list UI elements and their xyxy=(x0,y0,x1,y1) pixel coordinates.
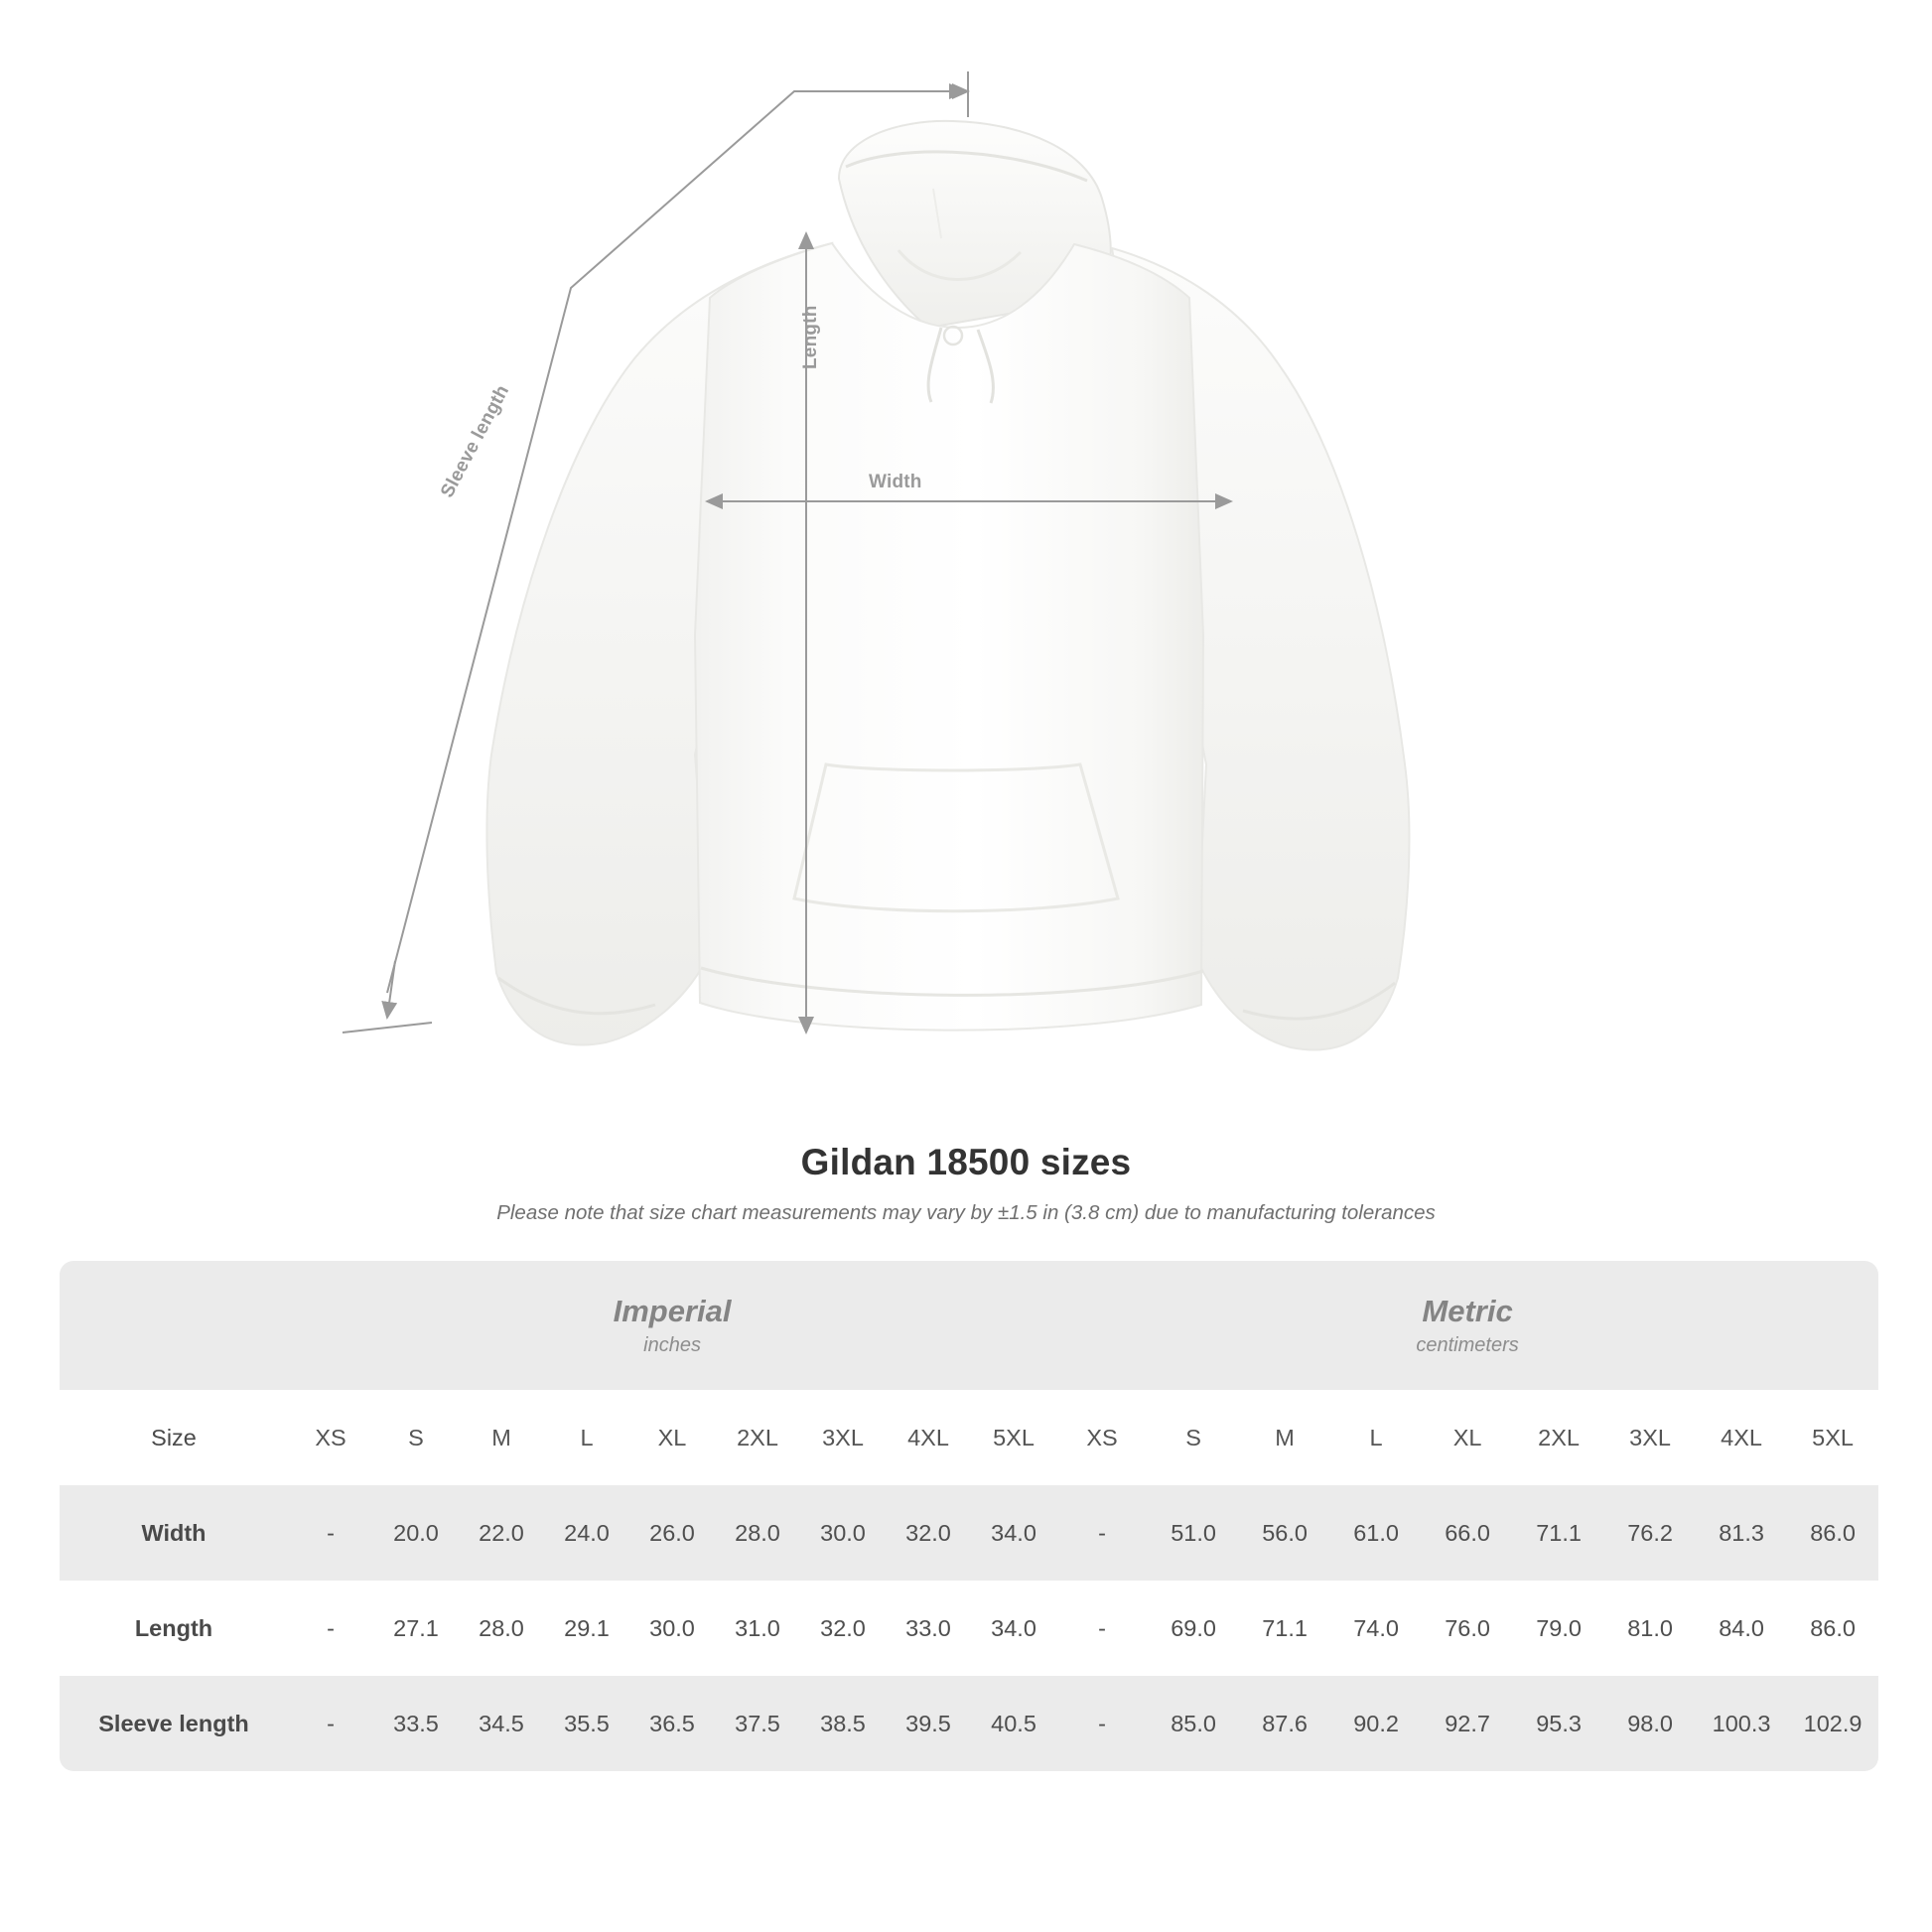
cell-sleeve-imperial-1: 33.5 xyxy=(373,1676,459,1771)
cell-length-imperial-0: - xyxy=(288,1581,373,1676)
cell-length-metric-4: 76.0 xyxy=(1422,1581,1513,1676)
cell-width-metric-8: 86.0 xyxy=(1787,1485,1878,1581)
cell-length-metric-7: 84.0 xyxy=(1696,1581,1787,1676)
header-size-metric-4: XL xyxy=(1422,1390,1513,1485)
header-size-metric-6: 3XL xyxy=(1604,1390,1696,1485)
cell-width-imperial-0: - xyxy=(288,1485,373,1581)
header-size-metric-7: 4XL xyxy=(1696,1390,1787,1485)
cell-width-metric-3: 61.0 xyxy=(1330,1485,1422,1581)
unit-cell-metric xyxy=(1056,1261,1878,1390)
unit-sub-imperial: inches xyxy=(643,1334,701,1357)
cell-width-imperial-3: 24.0 xyxy=(544,1485,629,1581)
cell-length-metric-3: 74.0 xyxy=(1330,1581,1422,1676)
cell-length-metric-8: 86.0 xyxy=(1787,1581,1878,1676)
header-size-imperial-4: XL xyxy=(629,1390,715,1485)
header-size-imperial-2: M xyxy=(459,1390,544,1485)
cell-sleeve-imperial-5: 37.5 xyxy=(715,1676,800,1771)
cell-length-metric-6: 81.0 xyxy=(1604,1581,1696,1676)
table-row xyxy=(60,1676,1878,1771)
cell-length-metric-2: 71.1 xyxy=(1239,1581,1330,1676)
width-label: Width xyxy=(869,472,922,492)
table-row xyxy=(60,1485,1878,1581)
cell-width-imperial-2: 22.0 xyxy=(459,1485,544,1581)
cell-sleeve-imperial-8: 40.5 xyxy=(971,1676,1056,1771)
hoodie-artwork xyxy=(486,121,1409,1050)
header-size-imperial-0: XS xyxy=(288,1390,373,1485)
cell-width-imperial-5: 28.0 xyxy=(715,1485,800,1581)
cell-width-metric-7: 81.3 xyxy=(1696,1485,1787,1581)
header-size-metric-1: S xyxy=(1148,1390,1239,1485)
unit-sub-metric: centimeters xyxy=(1416,1334,1519,1357)
row-label-width: Width xyxy=(60,1485,288,1581)
cell-length-imperial-5: 31.0 xyxy=(715,1581,800,1676)
tolerance-note: Please note that size chart measurements may vary by ±1.5 in (3.8 cm) due to manufacturing tolerances xyxy=(496,1201,1436,1224)
cell-width-metric-2: 56.0 xyxy=(1239,1485,1330,1581)
header-size-metric-0: XS xyxy=(1056,1390,1148,1485)
cell-length-imperial-1: 27.1 xyxy=(373,1581,459,1676)
cell-sleeve-imperial-6: 38.5 xyxy=(800,1676,886,1771)
header-size-metric-5: 2XL xyxy=(1513,1390,1604,1485)
row-label-sleeve-length: Sleeve length xyxy=(60,1676,288,1771)
page-title: Gildan 18500 sizes xyxy=(800,1142,1132,1182)
cell-width-metric-5: 71.1 xyxy=(1513,1485,1604,1581)
cell-sleeve-metric-6: 98.0 xyxy=(1604,1676,1696,1771)
cell-width-metric-1: 51.0 xyxy=(1148,1485,1239,1581)
cell-length-metric-1: 69.0 xyxy=(1148,1581,1239,1676)
cell-sleeve-metric-5: 95.3 xyxy=(1513,1676,1604,1771)
header-size-imperial-3: L xyxy=(544,1390,629,1485)
cell-sleeve-imperial-3: 35.5 xyxy=(544,1676,629,1771)
unit-header-row xyxy=(60,1261,1878,1390)
size-table-wrapper xyxy=(60,1261,1872,1771)
row-label-length: Length xyxy=(60,1581,288,1676)
cell-sleeve-imperial-2: 34.5 xyxy=(459,1676,544,1771)
cell-width-imperial-6: 30.0 xyxy=(800,1485,886,1581)
cell-length-imperial-3: 29.1 xyxy=(544,1581,629,1676)
header-size-metric-3: L xyxy=(1330,1390,1422,1485)
size-table xyxy=(60,1261,1878,1771)
cell-sleeve-metric-0: - xyxy=(1056,1676,1148,1771)
cell-length-imperial-7: 33.0 xyxy=(886,1581,971,1676)
unit-cell-imperial xyxy=(288,1261,1056,1390)
cell-length-imperial-8: 34.0 xyxy=(971,1581,1056,1676)
header-size-imperial-8: 5XL xyxy=(971,1390,1056,1485)
cell-width-metric-0: - xyxy=(1056,1485,1148,1581)
cell-width-imperial-8: 34.0 xyxy=(971,1485,1056,1581)
size-header-row xyxy=(60,1390,1878,1485)
cell-length-imperial-2: 28.0 xyxy=(459,1581,544,1676)
cell-length-imperial-6: 32.0 xyxy=(800,1581,886,1676)
sleeve-length-label: Sleeve length xyxy=(437,381,514,501)
cell-length-imperial-4: 30.0 xyxy=(629,1581,715,1676)
cell-width-metric-4: 66.0 xyxy=(1422,1485,1513,1581)
cell-sleeve-metric-8: 102.9 xyxy=(1787,1676,1878,1771)
unit-name-metric: Metric xyxy=(1422,1293,1513,1328)
cell-width-imperial-7: 32.0 xyxy=(886,1485,971,1581)
cell-width-imperial-4: 26.0 xyxy=(629,1485,715,1581)
length-label: Length xyxy=(800,305,821,369)
cell-sleeve-metric-7: 100.3 xyxy=(1696,1676,1787,1771)
cell-length-metric-5: 79.0 xyxy=(1513,1581,1604,1676)
cell-sleeve-imperial-7: 39.5 xyxy=(886,1676,971,1771)
header-size-imperial-1: S xyxy=(373,1390,459,1485)
table-row xyxy=(60,1581,1878,1676)
cell-sleeve-metric-3: 90.2 xyxy=(1330,1676,1422,1771)
cell-sleeve-metric-2: 87.6 xyxy=(1239,1676,1330,1771)
cell-width-metric-6: 76.2 xyxy=(1604,1485,1696,1581)
cell-width-imperial-1: 20.0 xyxy=(373,1485,459,1581)
cell-sleeve-metric-1: 85.0 xyxy=(1148,1676,1239,1771)
unit-name-imperial: Imperial xyxy=(613,1293,732,1328)
header-size-imperial-6: 3XL xyxy=(800,1390,886,1485)
header-size-metric-2: M xyxy=(1239,1390,1330,1485)
header-size-metric-8: 5XL xyxy=(1787,1390,1878,1485)
header-size-imperial-7: 4XL xyxy=(886,1390,971,1485)
unit-corner-cell xyxy=(60,1261,288,1390)
title-block xyxy=(0,1142,1932,1225)
cell-sleeve-imperial-0: - xyxy=(288,1676,373,1771)
cell-length-metric-0: - xyxy=(1056,1581,1148,1676)
header-size-imperial-5: 2XL xyxy=(715,1390,800,1485)
header-size-label: Size xyxy=(60,1390,288,1485)
cell-sleeve-metric-4: 92.7 xyxy=(1422,1676,1513,1771)
cell-sleeve-imperial-4: 36.5 xyxy=(629,1676,715,1771)
